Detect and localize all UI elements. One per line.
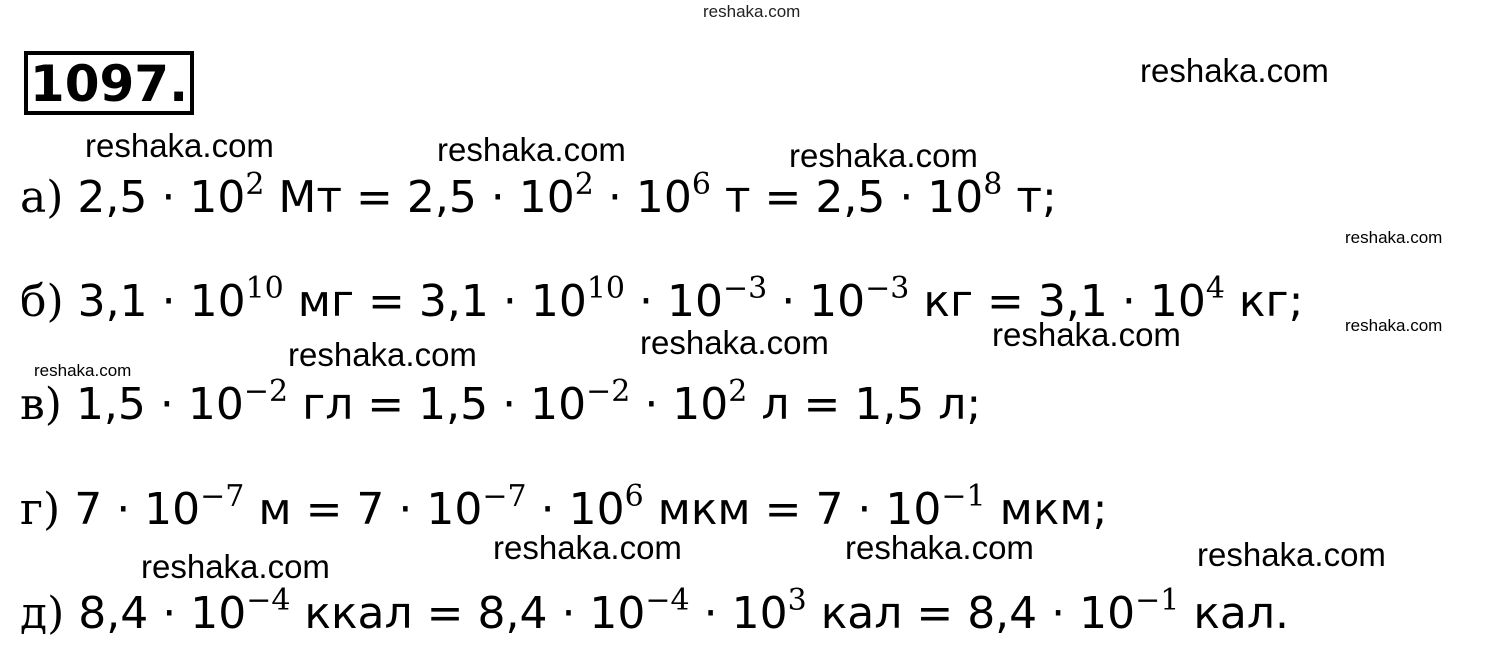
expression-part: · 10 xyxy=(625,276,723,327)
solution-line-a xyxy=(20,167,1057,223)
exponent: 6 xyxy=(624,479,644,514)
expression-part: · 10 xyxy=(593,172,692,223)
expression-part: мкм; xyxy=(985,484,1108,535)
watermark: reshaka.com xyxy=(1140,52,1329,89)
item-label: в) xyxy=(20,379,62,430)
expression-part: м = 7 · 10 xyxy=(244,484,483,535)
exponent: 2 xyxy=(574,167,594,202)
expression-part: гл = 1,5 · 10 xyxy=(288,379,587,430)
watermark: reshaka.com xyxy=(992,316,1181,353)
watermark: reshaka.com xyxy=(845,529,1034,566)
exponent: −3 xyxy=(722,271,768,306)
watermark: reshaka.com xyxy=(1197,536,1386,573)
watermark: reshaka.com xyxy=(288,336,477,373)
item-label: д) xyxy=(20,588,65,639)
exponent: −7 xyxy=(482,479,527,514)
expression-part: кг; xyxy=(1224,276,1304,327)
solution-line-d xyxy=(20,583,1289,639)
solution-line-g xyxy=(20,479,1108,535)
expression-part: т; xyxy=(1002,172,1057,223)
watermark: reshaka.com xyxy=(437,131,626,168)
exponent: −4 xyxy=(645,583,690,618)
watermark: reshaka.com xyxy=(789,137,978,174)
watermark: reshaka.com xyxy=(141,548,330,585)
expression-part: · 10 xyxy=(689,588,788,639)
exponent: −4 xyxy=(246,583,291,618)
expression-part: Мт = 2,5 · 10 xyxy=(264,172,575,223)
exponent: 2 xyxy=(245,167,265,202)
item-label: г) xyxy=(20,484,61,535)
watermark: reshaka.com xyxy=(85,127,274,164)
exponent: 2 xyxy=(728,374,748,409)
solution-line-v xyxy=(20,374,982,430)
exponent: −2 xyxy=(586,374,631,409)
expression-part: 1,5 · 10 xyxy=(75,379,244,430)
expression-part: кал = 8,4 · 10 xyxy=(806,588,1136,639)
watermark: reshaka.com xyxy=(493,529,682,566)
exponent: −2 xyxy=(243,374,289,409)
solution-line-b xyxy=(20,271,1304,327)
exponent: −7 xyxy=(200,479,245,514)
expression-part: кг = 3,1 · 10 xyxy=(909,276,1206,327)
watermark: reshaka.com xyxy=(1345,316,1443,335)
item-label: а) xyxy=(20,172,64,223)
expression-part: л = 1,5 л; xyxy=(747,379,982,430)
expression-part: ккал = 8,4 · 10 xyxy=(290,588,646,639)
exponent: −1 xyxy=(1135,583,1180,618)
expression-part: т = 2,5 · 10 xyxy=(710,172,984,223)
exponent: 10 xyxy=(586,271,626,306)
item-label: б) xyxy=(20,276,64,327)
expression-part: · 10 xyxy=(630,379,729,430)
exponent: 4 xyxy=(1205,271,1225,306)
exponent: 6 xyxy=(691,167,711,202)
exponent: −1 xyxy=(941,479,986,514)
exponent: −3 xyxy=(865,271,910,306)
expression-part: мкм = 7 · 10 xyxy=(643,484,942,535)
watermark-top: reshaka.com xyxy=(703,2,801,21)
expression-part: 8,4 · 10 xyxy=(78,588,247,639)
watermark: reshaka.com xyxy=(1345,228,1443,247)
expression-part: 7 · 10 xyxy=(74,484,201,535)
watermark: reshaka.com xyxy=(34,361,132,380)
exponent: 8 xyxy=(983,167,1003,202)
watermark: reshaka.com xyxy=(640,324,829,361)
expression-part: · 10 xyxy=(767,276,866,327)
problem-number: 1097. xyxy=(24,51,194,115)
expression-part: 3,1 · 10 xyxy=(77,276,246,327)
expression-part: мг = 3,1 · 10 xyxy=(283,276,587,327)
exponent: 10 xyxy=(245,271,284,306)
expression-part: 2,5 · 10 xyxy=(77,172,246,223)
expression-part: · 10 xyxy=(526,484,625,535)
exponent: 3 xyxy=(787,583,807,618)
expression-part: кал. xyxy=(1179,588,1289,639)
